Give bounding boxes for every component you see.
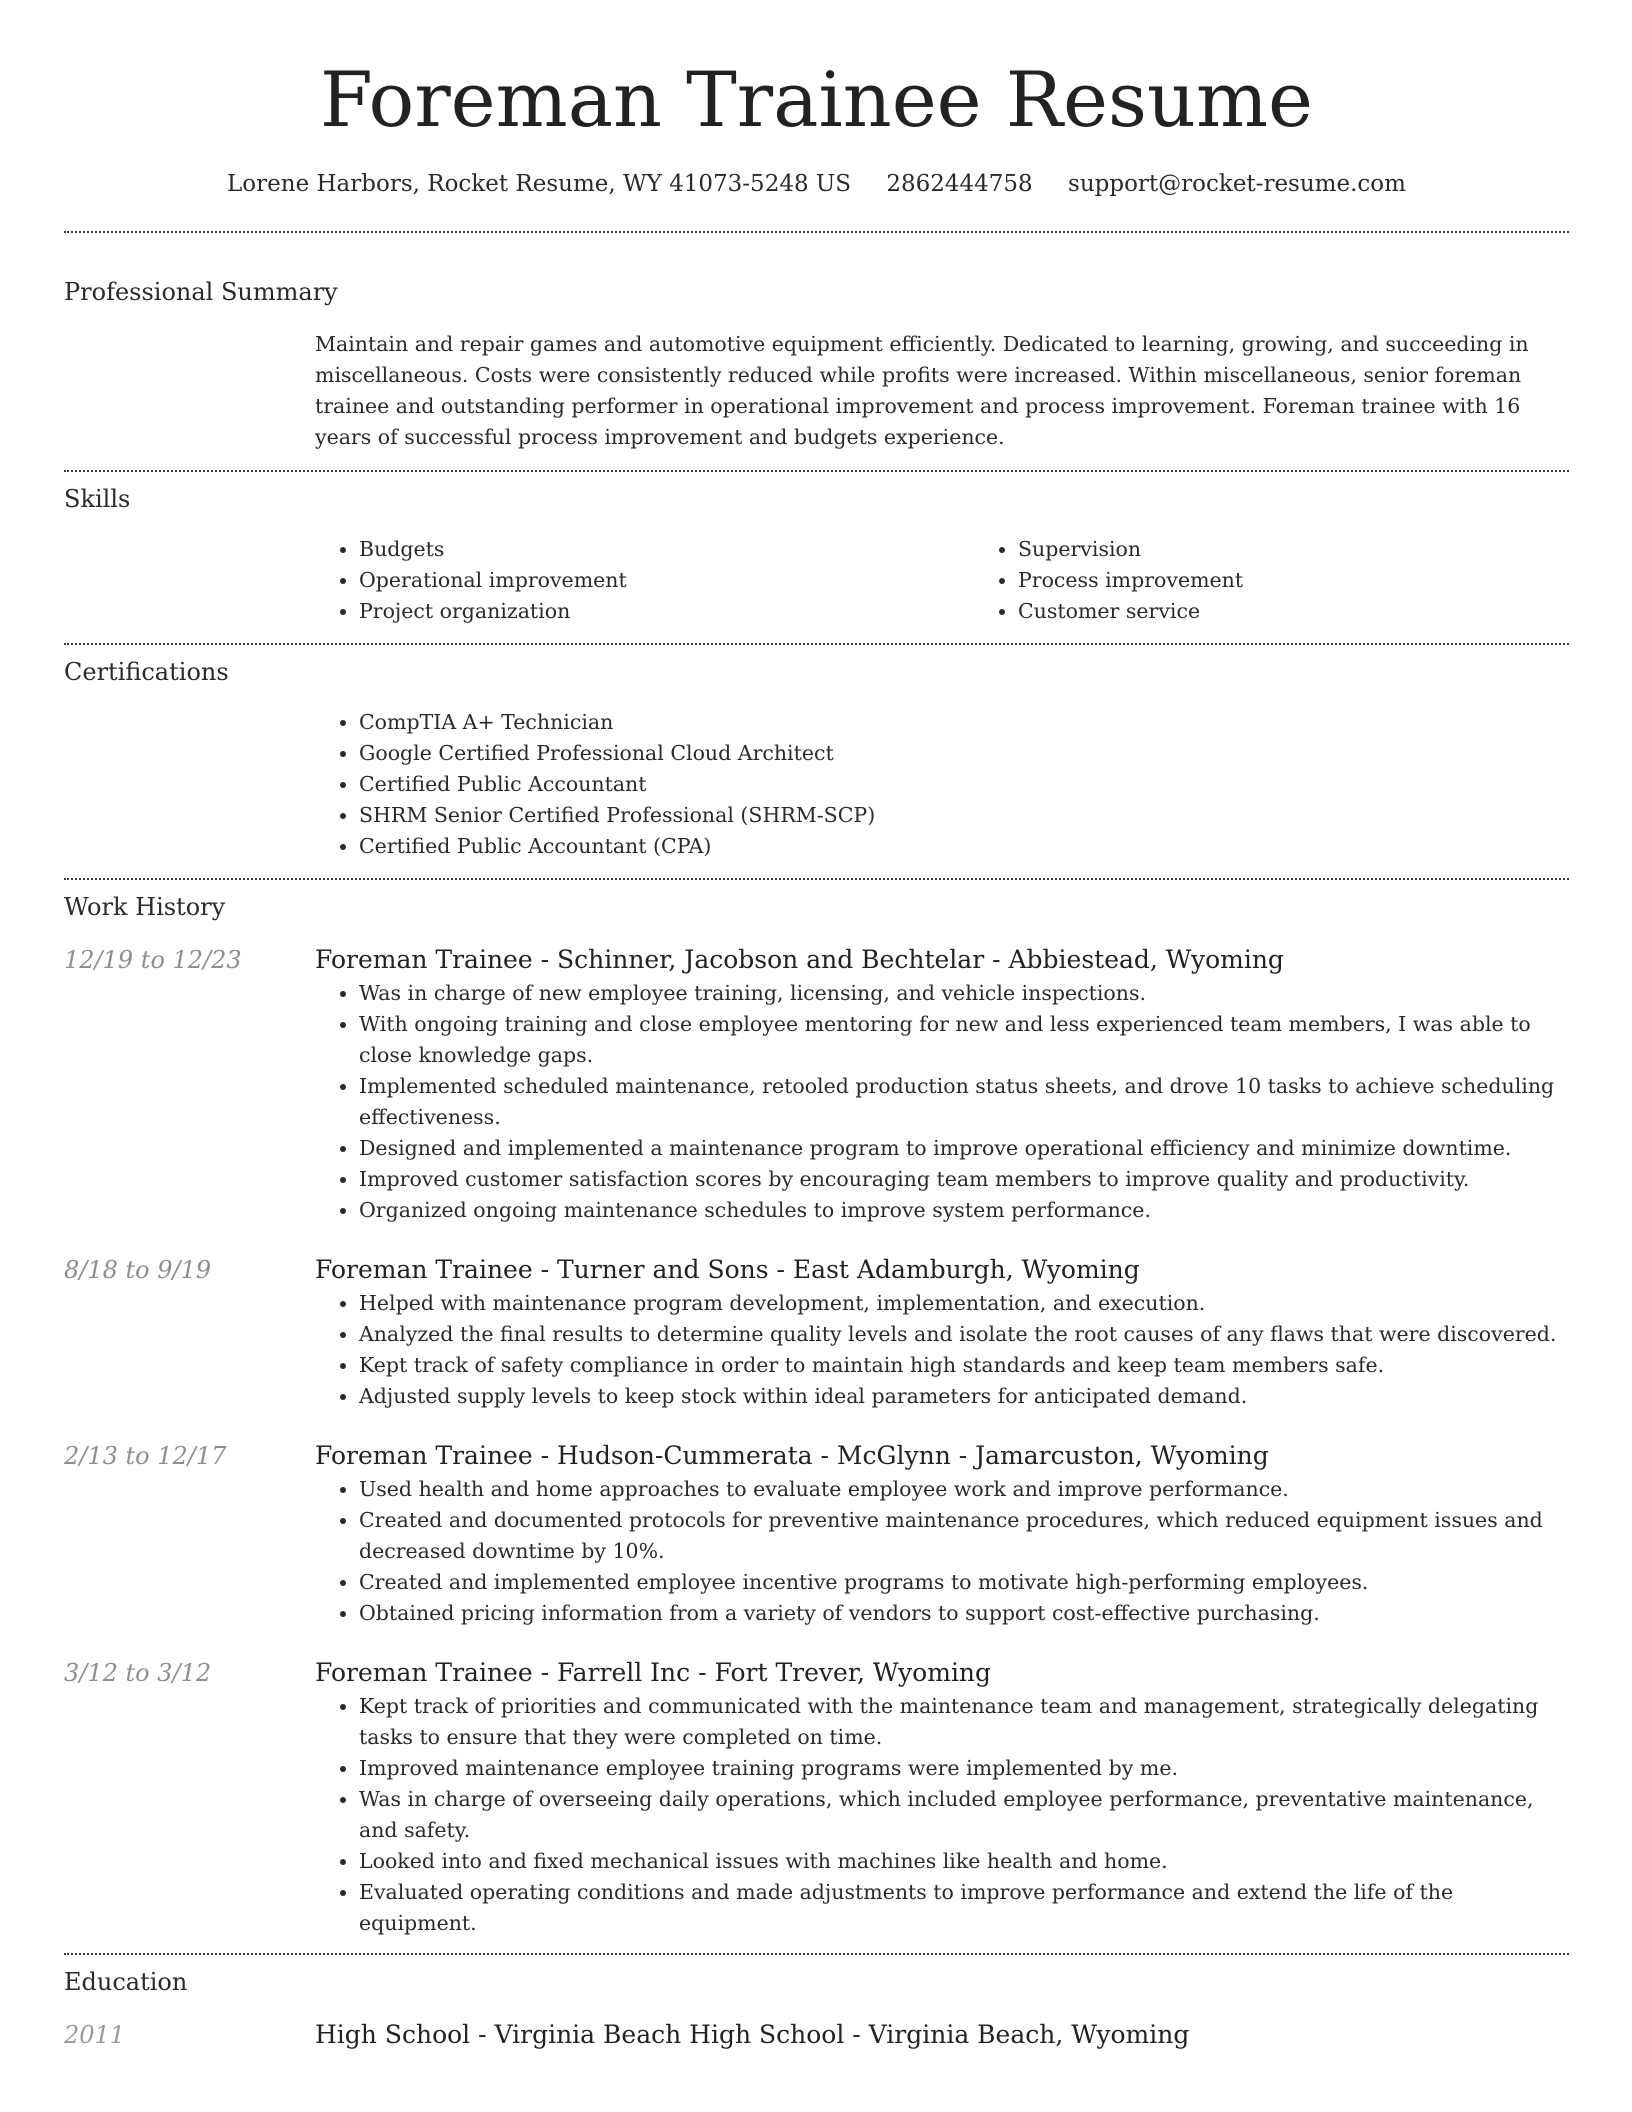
list-item: • SHRM Senior Certified Professional (SHRM-SCP) xyxy=(359,800,1569,831)
job-dates: 8/18 to 9/19 xyxy=(64,1256,212,1284)
list-item: • With ongoing training and close employee mentoring for new and less experienced team members, I was able to close knowledge gaps. xyxy=(359,1009,1569,1071)
list-item: • Adjusted supply levels to keep stock within ideal parameters for anticipated demand. xyxy=(359,1381,1569,1412)
job-entry xyxy=(64,942,1569,1226)
contact-phone: 2862444758 xyxy=(886,171,1033,197)
list-item: • Kept track of safety compliance in order to maintain high standards and keep team members safe. xyxy=(359,1350,1569,1381)
list-item: • Implemented scheduled maintenance, retooled production status sheets, and drove 10 tasks to achieve scheduling effectiveness. xyxy=(359,1071,1569,1133)
skills-list-left xyxy=(315,534,974,627)
list-item: • Used health and home approaches to evaluate employee work and improve performance. xyxy=(359,1474,1569,1505)
list-item: • Budgets xyxy=(359,534,974,565)
list-item: • Created and documented protocols for preventive maintenance procedures, which reduced equipment issues and decreased downtime by 10%. xyxy=(359,1505,1569,1567)
section-heading-skills: Skills xyxy=(64,485,131,513)
list-item: • Evaluated operating conditions and made adjustments to improve performance and extend the life of the equipment. xyxy=(359,1877,1569,1939)
certifications-list xyxy=(315,707,1569,862)
list-item: • Helped with maintenance program development, implementation, and execution. xyxy=(359,1288,1569,1319)
divider xyxy=(64,643,1569,645)
work-history-section xyxy=(64,890,1569,1939)
list-item: • Certified Public Accountant xyxy=(359,769,1569,800)
list-item: • Analyzed the final results to determine quality levels and isolate the root causes of any flaws that were discovered. xyxy=(359,1319,1569,1350)
job-bullets xyxy=(315,1474,1569,1629)
summary-text: Maintain and repair games and automotive equipment efficiently. Dedicated to learning, growing, and succeeding in miscellaneous. Costs were consistently reduced while profits were increased. Within miscellaneous, senior foreman trainee and outstanding performer in operational improvement and process improvement. Foreman trainee with 16 years of successful process improvement and budgets experience. xyxy=(315,332,1529,449)
job-bullets xyxy=(315,1691,1569,1939)
summary-section xyxy=(64,275,1569,453)
contact-email: support@rocket-resume.com xyxy=(1068,171,1406,197)
education-section xyxy=(64,1965,1569,2053)
divider xyxy=(64,470,1569,472)
divider xyxy=(64,231,1569,233)
list-item: • Project organization xyxy=(359,596,974,627)
list-item: • Created and implemented employee incentive programs to motivate high-performing employees. xyxy=(359,1567,1569,1598)
list-item: • Process improvement xyxy=(1018,565,1632,596)
job-title: Foreman Trainee - Schinner, Jacobson and Bechtelar - Abbiestead, Wyoming xyxy=(315,945,1284,974)
education-title: High School - Virginia Beach High School - Virginia Beach, Wyoming xyxy=(315,2020,1190,2049)
list-item: • Operational improvement xyxy=(359,565,974,596)
job-bullets xyxy=(315,1288,1569,1412)
job-title: Foreman Trainee - Farrell Inc - Fort Trever, Wyoming xyxy=(315,1658,992,1687)
section-heading-work-history: Work History xyxy=(64,893,226,921)
section-heading-education: Education xyxy=(64,1968,188,1996)
list-item: • CompTIA A+ Technician xyxy=(359,707,1569,738)
contact-line xyxy=(64,166,1569,202)
list-item: • Was in charge of new employee training, licensing, and vehicle inspections. xyxy=(359,978,1569,1009)
skills-section xyxy=(64,482,1569,627)
section-heading-summary: Professional Summary xyxy=(64,278,338,306)
resume-title: Foreman Trainee Resume xyxy=(319,55,1313,144)
job-dates: 12/19 to 12/23 xyxy=(64,946,242,974)
job-title: Foreman Trainee - Hudson-Cummerata - McGlynn - Jamarcuston, Wyoming xyxy=(315,1441,1269,1470)
job-dates: 3/12 to 3/12 xyxy=(64,1659,212,1687)
job-entry xyxy=(64,1252,1569,1412)
list-item: • Improved maintenance employee training programs were implemented by me. xyxy=(359,1753,1569,1784)
section-heading-certifications: Certifications xyxy=(64,658,229,686)
certifications-section xyxy=(64,655,1569,862)
list-item: • Google Certified Professional Cloud Architect xyxy=(359,738,1569,769)
divider xyxy=(64,1953,1569,1955)
list-item: • Designed and implemented a maintenance program to improve operational efficiency and minimize downtime. xyxy=(359,1133,1569,1164)
job-title: Foreman Trainee - Turner and Sons - East Adamburgh, Wyoming xyxy=(315,1255,1140,1284)
skills-list-right xyxy=(974,534,1632,627)
divider xyxy=(64,878,1569,880)
job-entry xyxy=(64,1438,1569,1629)
list-item: • Kept track of priorities and communicated with the maintenance team and management, strategically delegating tasks to ensure that they were completed on time. xyxy=(359,1691,1569,1753)
list-item: • Improved customer satisfaction scores by encouraging team members to improve quality and productivity. xyxy=(359,1164,1569,1195)
list-item: • Certified Public Accountant (CPA) xyxy=(359,831,1569,862)
job-entry xyxy=(64,1655,1569,1939)
list-item: • Obtained pricing information from a variety of vendors to support cost-effective purchasing. xyxy=(359,1598,1569,1629)
education-entry xyxy=(64,2017,1569,2053)
job-bullets xyxy=(315,978,1569,1226)
education-dates: 2011 xyxy=(64,2021,126,2049)
list-item: • Organized ongoing maintenance schedules to improve system performance. xyxy=(359,1195,1569,1226)
list-item: • Customer service xyxy=(1018,596,1632,627)
list-item: • Was in charge of overseeing daily operations, which included employee performance, preventative maintenance, and safety. xyxy=(359,1784,1569,1846)
contact-address: Lorene Harbors, Rocket Resume, WY 41073-5248 US xyxy=(227,171,852,197)
resume-page xyxy=(64,0,1569,2053)
list-item: • Looked into and fixed mechanical issues with machines like health and home. xyxy=(359,1846,1569,1877)
list-item: • Supervision xyxy=(1018,534,1632,565)
job-dates: 2/13 to 12/17 xyxy=(64,1442,227,1470)
